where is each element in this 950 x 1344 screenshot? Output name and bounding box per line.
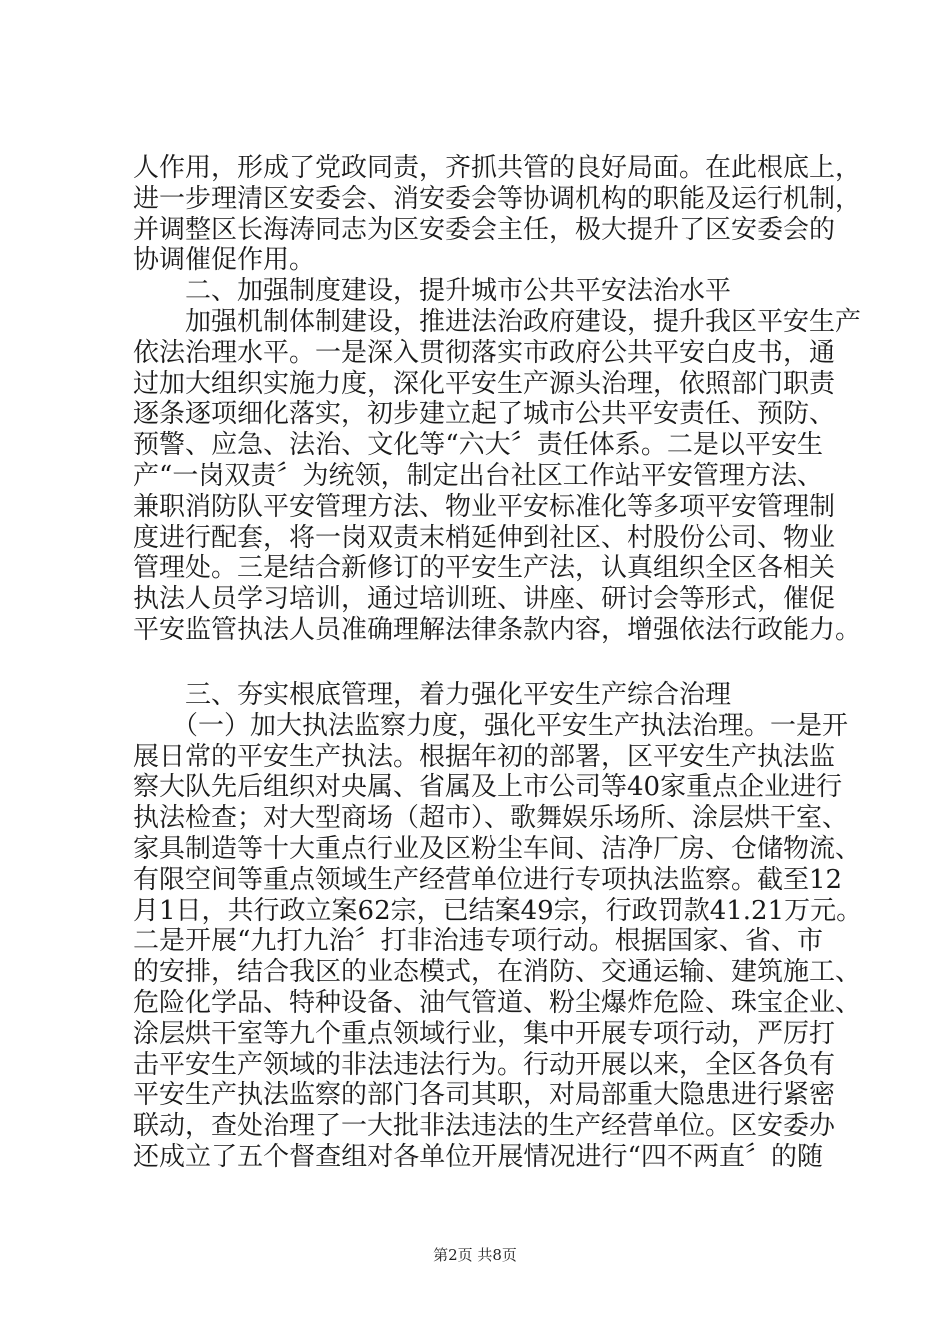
- text-line: 人作用，形成了党政同责，齐抓共管的良好局面。在此根底上，: [133, 153, 862, 183]
- text-line: 三、夯实根底管理，着力强化平安生产综合治理: [133, 680, 732, 710]
- text-line: 击平安生产领域的非法违法行为。行动开展以来，全区各负有: [133, 1050, 836, 1080]
- text-line: 平安监管执法人员准确理解法律条款内容，增强依法行政能力。: [133, 615, 862, 645]
- text-line: 二是开展“九打九治〞打非治违专项行动。根据国家、省、市: [133, 926, 823, 956]
- text-line: 并调整区长海涛同志为区安委会主任，极大提升了区安委会的: [133, 215, 836, 245]
- text-line: 危险化学品、特种设备、油气管道、粉尘爆炸危险、珠宝企业、: [133, 988, 862, 1018]
- text-line: 二、加强制度建设，提升城市公共平安法治水平: [133, 276, 732, 306]
- text-line: 依法治理水平。一是深入贯彻落实市政府公共平安白皮书，通: [133, 338, 836, 368]
- text-line: 兼职消防队平安管理方法、物业平安标准化等多项平安管理制: [133, 492, 836, 522]
- text-line: （一）加大执法监察力度，强化平安生产执法治理。一是开: [133, 711, 849, 741]
- text-line: 察大队先后组织对央属、省属及上市公司等40家重点企业进行: [133, 772, 843, 802]
- text-line: 展日常的平安生产执法。根据年初的部署，区平安生产执法监: [133, 742, 836, 772]
- text-line: 过加大组织实施力度，深化平安生产源头治理，依照部门职责: [133, 369, 836, 399]
- text-line: 进一步理清区安委会、消安委会等协调机构的职能及运行机制，: [133, 184, 862, 214]
- text-line: 协调催促作用。: [133, 245, 316, 275]
- page-footer: 第2页 共8页: [433, 1246, 517, 1264]
- text-line: 月1日，共行政立案62宗，已结案49宗，行政罚款41.21万元。: [133, 896, 863, 926]
- text-line: 家具制造等十大重点行业及区粉尘车间、洁净厂房、仓储物流、: [133, 834, 862, 864]
- text-line: 的安排，结合我区的业态模式，在消防、交通运输、建筑施工、: [133, 957, 862, 987]
- text-line: 涂层烘干室等九个重点领域行业，集中开展专项行动，严厉打: [133, 1019, 836, 1049]
- text-line: 有限空间等重点领域生产经营单位进行专项执法监察。截至12: [133, 865, 843, 895]
- text-line: 平安生产执法监察的部门各司其职，对局部重大隐患进行紧密: [133, 1080, 836, 1110]
- text-line: 产“一岗双责〞为统领，制定出台社区工作站平安管理方法、: [133, 461, 823, 491]
- text-line: 预警、应急、法治、文化等“六大〞责任体系。二是以平安生: [133, 430, 823, 460]
- text-line: 执法人员学习培训，通过培训班、讲座、研讨会等形式，催促: [133, 584, 836, 614]
- text-line: 度进行配套，将一岗双责末梢延伸到社区、村股份公司、物业: [133, 523, 836, 553]
- text-line: 执法检查；对大型商场（超市）、歌舞娱乐场所、涂层烘干室、: [133, 803, 849, 833]
- text-line: 联动，查处治理了一大批非法违法的生产经营单位。区安委办: [133, 1111, 836, 1141]
- text-line: 还成立了五个督查组对各单位开展情况进行“四不两直〞的随: [133, 1142, 823, 1172]
- text-line: 加强机制体制建设，推进法治政府建设，提升我区平安生产: [133, 307, 862, 337]
- text-line: 管理处。三是结合新修订的平安生产法，认真组织全区各相关: [133, 553, 836, 583]
- text-line: 逐条逐项细化落实，初步建立起了城市公共平安责任、预防、: [133, 399, 836, 429]
